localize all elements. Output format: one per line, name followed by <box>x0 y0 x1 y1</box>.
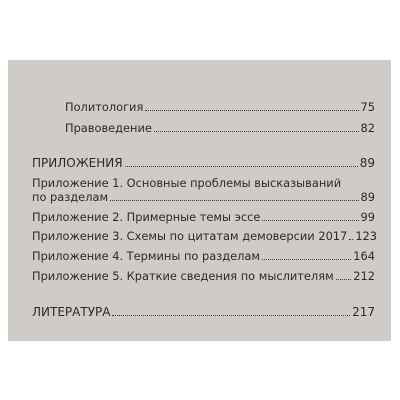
toc-entry-appendix-3 <box>32 229 378 243</box>
toc-entry-appendix-1-line1: Приложение 1. Основные проблемы высказываний <box>32 176 342 190</box>
toc-entry-literature <box>32 305 375 319</box>
dot-leader <box>145 110 358 111</box>
toc-entry-label: Приложение 2. Примерные темы эссе <box>32 210 261 224</box>
toc-entry-label: ПРИЛОЖЕНИЯ <box>32 156 123 170</box>
dot-leader <box>112 315 350 316</box>
toc-entry-label: по разделам <box>32 190 109 204</box>
toc-entry-label: Приложение 5. Краткие сведения по мыслителям <box>32 269 334 283</box>
toc-entry-appendix-5 <box>32 269 375 283</box>
toc-entry-label: Приложение 3. Схемы по цитатам демоверсии 2017 <box>32 229 348 243</box>
dot-leader <box>110 200 358 201</box>
toc-entry-appendix-4 <box>32 249 375 263</box>
toc-entry-page: 89 <box>360 190 375 204</box>
toc-entry-label: ЛИТЕРАТУРА <box>32 305 111 319</box>
toc-entry-label: Приложение 4. Термины по разделам <box>32 249 260 263</box>
toc-entry-appendix-1 <box>32 190 375 204</box>
book-page <box>8 60 391 341</box>
dot-leader <box>349 239 353 240</box>
dot-leader <box>262 259 351 260</box>
toc-entry-page: 212 <box>353 269 375 283</box>
toc-entry-page: 99 <box>360 210 375 224</box>
toc-entry-label: Правоведение <box>65 121 152 135</box>
toc-entry-page: 217 <box>352 305 375 319</box>
toc-entry-appendices <box>32 156 375 170</box>
dot-leader <box>154 131 359 132</box>
dot-leader <box>125 166 358 167</box>
dot-leader <box>262 220 358 221</box>
toc-entry-law <box>65 121 375 135</box>
toc-entry-label: Политология <box>65 100 144 114</box>
toc-entry-politology <box>65 100 375 114</box>
toc-entry-page: 75 <box>360 100 375 114</box>
toc-entry-page: 89 <box>359 156 375 170</box>
toc-entry-appendix-2 <box>32 210 375 224</box>
dot-leader <box>336 279 352 280</box>
toc-entry-page: 82 <box>360 121 375 135</box>
toc-entry-page: 164 <box>353 249 375 263</box>
toc-entry-page: 123 <box>355 229 378 243</box>
